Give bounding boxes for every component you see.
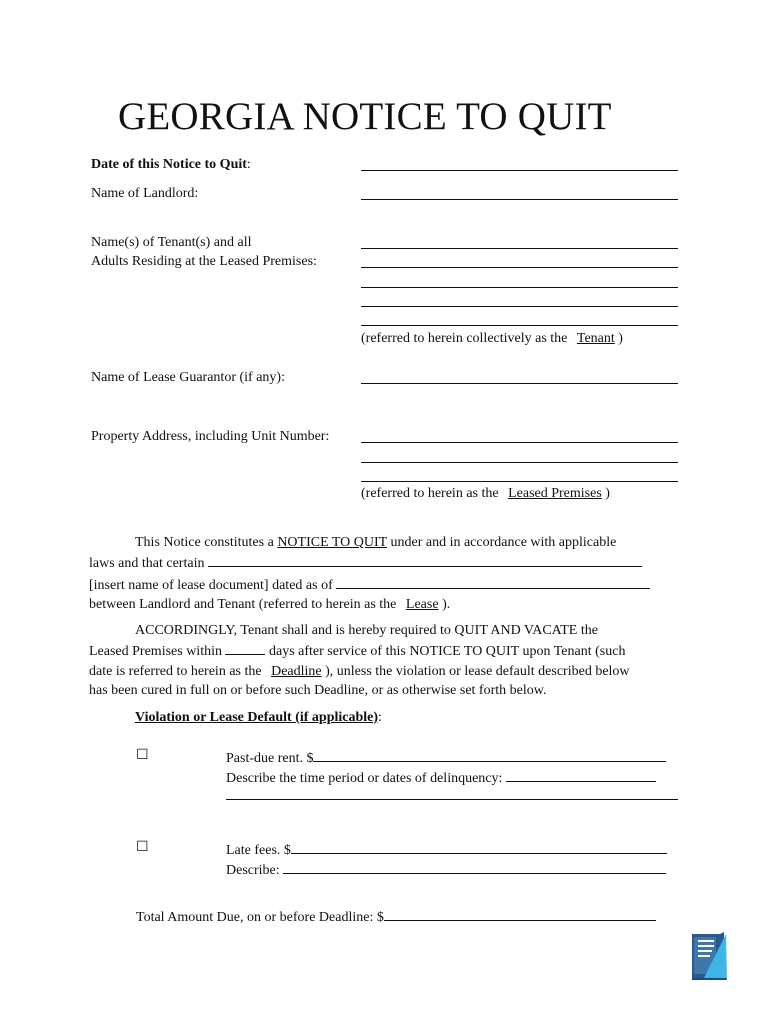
tenant-definition-note — [361, 330, 623, 348]
tenant-field-1[interactable] — [361, 248, 678, 249]
para2-line3-post: ), unless the violation or lease default described below — [325, 663, 630, 679]
total-row — [136, 906, 656, 927]
address-field-1[interactable] — [361, 442, 678, 443]
para1-line2 — [89, 552, 679, 573]
tenant-note-post: ) — [618, 331, 623, 346]
address-field-3[interactable] — [361, 481, 678, 482]
para1-line1 — [89, 533, 679, 552]
lease-document-field[interactable] — [208, 552, 642, 567]
para1-line1-post: under and in accordance with applicable — [390, 535, 617, 550]
para1-line4 — [89, 595, 679, 614]
tenant-note-pre: (referred to herein collectively as the — [361, 331, 568, 346]
tenant-field-5[interactable] — [361, 325, 678, 326]
tenant-field-3[interactable] — [361, 287, 678, 288]
tenant-field-4[interactable] — [361, 306, 678, 307]
address-field-2[interactable] — [361, 462, 678, 463]
date-label-colon: : — [246, 157, 251, 172]
tenants-label-line1: Name(s) of Tenant(s) and all — [91, 235, 252, 250]
document-logo-icon — [690, 930, 728, 982]
pastdue-describe-row — [226, 767, 656, 788]
address-label: Property Address, including Unit Number: — [91, 429, 330, 444]
pastdue-row — [226, 747, 666, 768]
premises-note-term: Leased Premises — [508, 486, 602, 501]
para1-line3-text: [insert name of lease document] dated as of — [89, 577, 333, 593]
guarantor-field[interactable] — [361, 383, 678, 384]
violation-heading — [135, 709, 382, 727]
latefees-label: Late fees. $ — [226, 843, 291, 858]
page-title: GEORGIA NOTICE TO QUIT — [118, 95, 612, 138]
para1-line4-pre: between Landlord and Tenant (referred to herein as the — [89, 596, 397, 612]
latefees-amount-field[interactable] — [291, 839, 667, 854]
latefees-describe-field[interactable] — [283, 859, 666, 874]
violation-heading-text: Violation or Lease Default (if applicable) — [135, 710, 379, 725]
para1-line1-pre: This Notice constitutes a — [135, 535, 274, 550]
pastdue-describe-label: Describe the time period or dates of delinquency: — [226, 771, 503, 786]
latefees-row — [226, 839, 667, 860]
notice-paragraph — [89, 533, 679, 614]
violation-heading-colon: : — [378, 710, 382, 725]
total-amount-field[interactable] — [384, 906, 656, 921]
guarantor-label: Name of Lease Guarantor (if any): — [91, 370, 285, 385]
latefees-describe-label: Describe: — [226, 863, 280, 878]
pastdue-period-field[interactable] — [506, 767, 656, 782]
deadline-term: Deadline — [271, 663, 322, 679]
landlord-label: Name of Landlord: — [91, 186, 199, 201]
latefees-describe-row — [226, 859, 666, 880]
notice-to-quit-term: NOTICE TO QUIT — [277, 535, 387, 550]
para2-line1: ACCORDINGLY, Tenant shall and is hereby required to QUIT AND VACATE the — [135, 623, 598, 638]
pastdue-period-field-2[interactable] — [226, 799, 678, 800]
para2-line3-pre: date is referred to herein as the — [89, 663, 262, 679]
pastdue-label: Past-due rent. $ — [226, 751, 314, 766]
date-field[interactable] — [361, 170, 678, 171]
premises-note-pre: (referred to herein as the — [361, 486, 499, 501]
para2-line2-post: days after service of this NOTICE TO QUIT upon Tenant (such — [268, 644, 626, 660]
premises-definition-note — [361, 485, 610, 503]
pastdue-amount-field[interactable] — [313, 747, 666, 762]
latefees-checkbox[interactable]: ☐ — [136, 840, 149, 855]
pastdue-checkbox[interactable]: ☐ — [136, 748, 149, 763]
para2-line4: has been cured in full on or before such Deadline, or as otherwise set forth below. — [89, 682, 547, 698]
date-label-text: Date of this Notice to Quit — [91, 157, 247, 172]
para1-line4-post: ). — [442, 596, 451, 612]
para2-line2-pre: Leased Premises within — [89, 644, 222, 660]
landlord-field[interactable] — [361, 199, 678, 200]
para1-line2-text: laws and that certain — [89, 556, 205, 572]
vacate-paragraph — [89, 621, 679, 700]
lease-term: Lease — [405, 596, 439, 612]
para2-line3 — [89, 662, 679, 681]
para1-line3 — [89, 574, 679, 595]
tenants-label-line2: Adults Residing at the Leased Premises: — [91, 254, 317, 269]
tenant-note-term: Tenant — [576, 331, 615, 346]
days-field[interactable] — [225, 640, 265, 655]
premises-note-post: ) — [605, 486, 610, 501]
para2-line2 — [89, 640, 679, 661]
lease-date-field[interactable] — [336, 574, 650, 589]
total-label: Total Amount Due, on or before Deadline: $ — [136, 910, 384, 925]
date-label — [91, 156, 251, 174]
tenant-field-2[interactable] — [361, 267, 678, 268]
